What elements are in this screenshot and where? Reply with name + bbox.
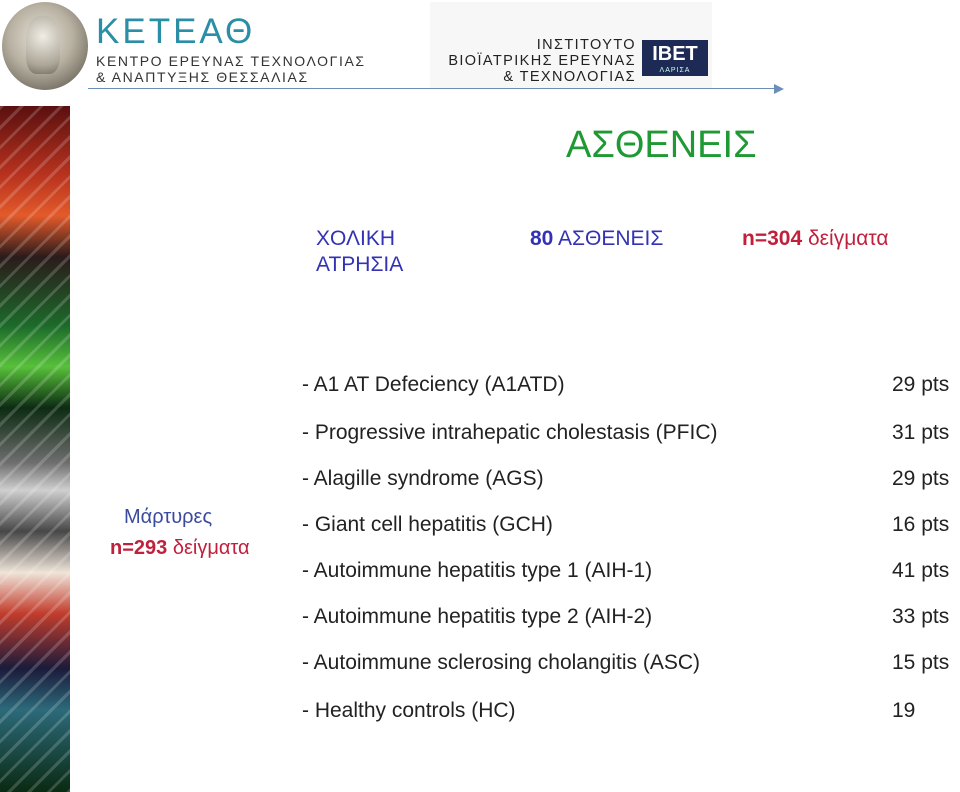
ibet-logo: IBET [642,40,708,68]
slide-title: ΑΣΘΕΝΕΙΣ [566,124,757,166]
group-label: ΧΟΛΙΚΗ ΑΤΡΗΣΙΑ [316,227,404,277]
list-item [0,514,960,544]
keteath-title: ΚΕΤΕΑΘ [96,12,256,51]
controls-samples-n: n=293 [110,537,168,559]
list-item [0,422,960,452]
list-item [0,606,960,636]
ibet-line-2: ΒΙΟΪΑΤΡΙΚΗΣ ΕΡΕΥΝΑΣ [448,53,636,69]
row-label: - Healthy controls (HC) [302,699,516,722]
patients-count: 80 [530,227,554,250]
row-count: 33 pts [892,605,950,628]
ibet-line-3: & ΤΕΧΝΟΛΟΓΙΑΣ [503,69,636,85]
ibet-logo-city: ΛΑΡΙΣΑ [642,66,708,76]
list-item [0,700,960,730]
row-count: 31 pts [892,421,950,444]
row-label: - A1 AT Defeciency (A1ATD) [302,373,565,396]
controls-label: Μάρτυρες [124,506,213,528]
row-label: - Autoimmune sclerosing cholangitis (ASC) [302,651,700,674]
samples-summary [742,228,889,249]
keteath-subtitle-2: & ΑΝΑΠΤΥΞΗΣ ΘΕΣΣΑΛΙΑΣ [96,69,309,85]
samples-label: δείγματα [802,227,889,250]
row-label: - Autoimmune hepatitis type 2 (AIH-2) [302,605,653,628]
list-item [0,560,960,590]
patients-summary [530,228,663,249]
coin-logo [2,2,88,90]
row-count: 19 [892,699,916,722]
ibet-line-1: ΙΝΣΤΙΤΟΥΤΟ [536,37,636,53]
divider-arrow-icon [774,84,784,94]
row-label: - Alagille syndrome (AGS) [302,467,544,490]
row-label: - Giant cell hepatitis (GCH) [302,513,553,536]
keteath-subtitle-1: ΚΕΝΤΡΟ ΕΡΕΥΝΑΣ ΤΕΧΝΟΛΟΓΙΑΣ [96,53,366,69]
row-count: 29 pts [892,467,950,490]
header-divider [88,88,776,89]
patients-label: ΑΣΘΕΝΕΙΣ [553,227,664,250]
list-item [0,374,960,404]
list-item [0,652,960,682]
controls-samples-label: δείγματα [167,537,250,559]
row-count: 41 pts [892,559,950,582]
row-count: 16 pts [892,513,950,536]
samples-n: n=304 [742,227,803,250]
row-count: 29 pts [892,373,950,396]
list-item [0,468,960,498]
coin-figure [26,16,60,74]
row-count: 15 pts [892,651,950,674]
row-label: - Autoimmune hepatitis type 1 (AIH-1) [302,559,653,582]
row-label: - Progressive intrahepatic cholestasis (PFIC) [302,421,718,444]
